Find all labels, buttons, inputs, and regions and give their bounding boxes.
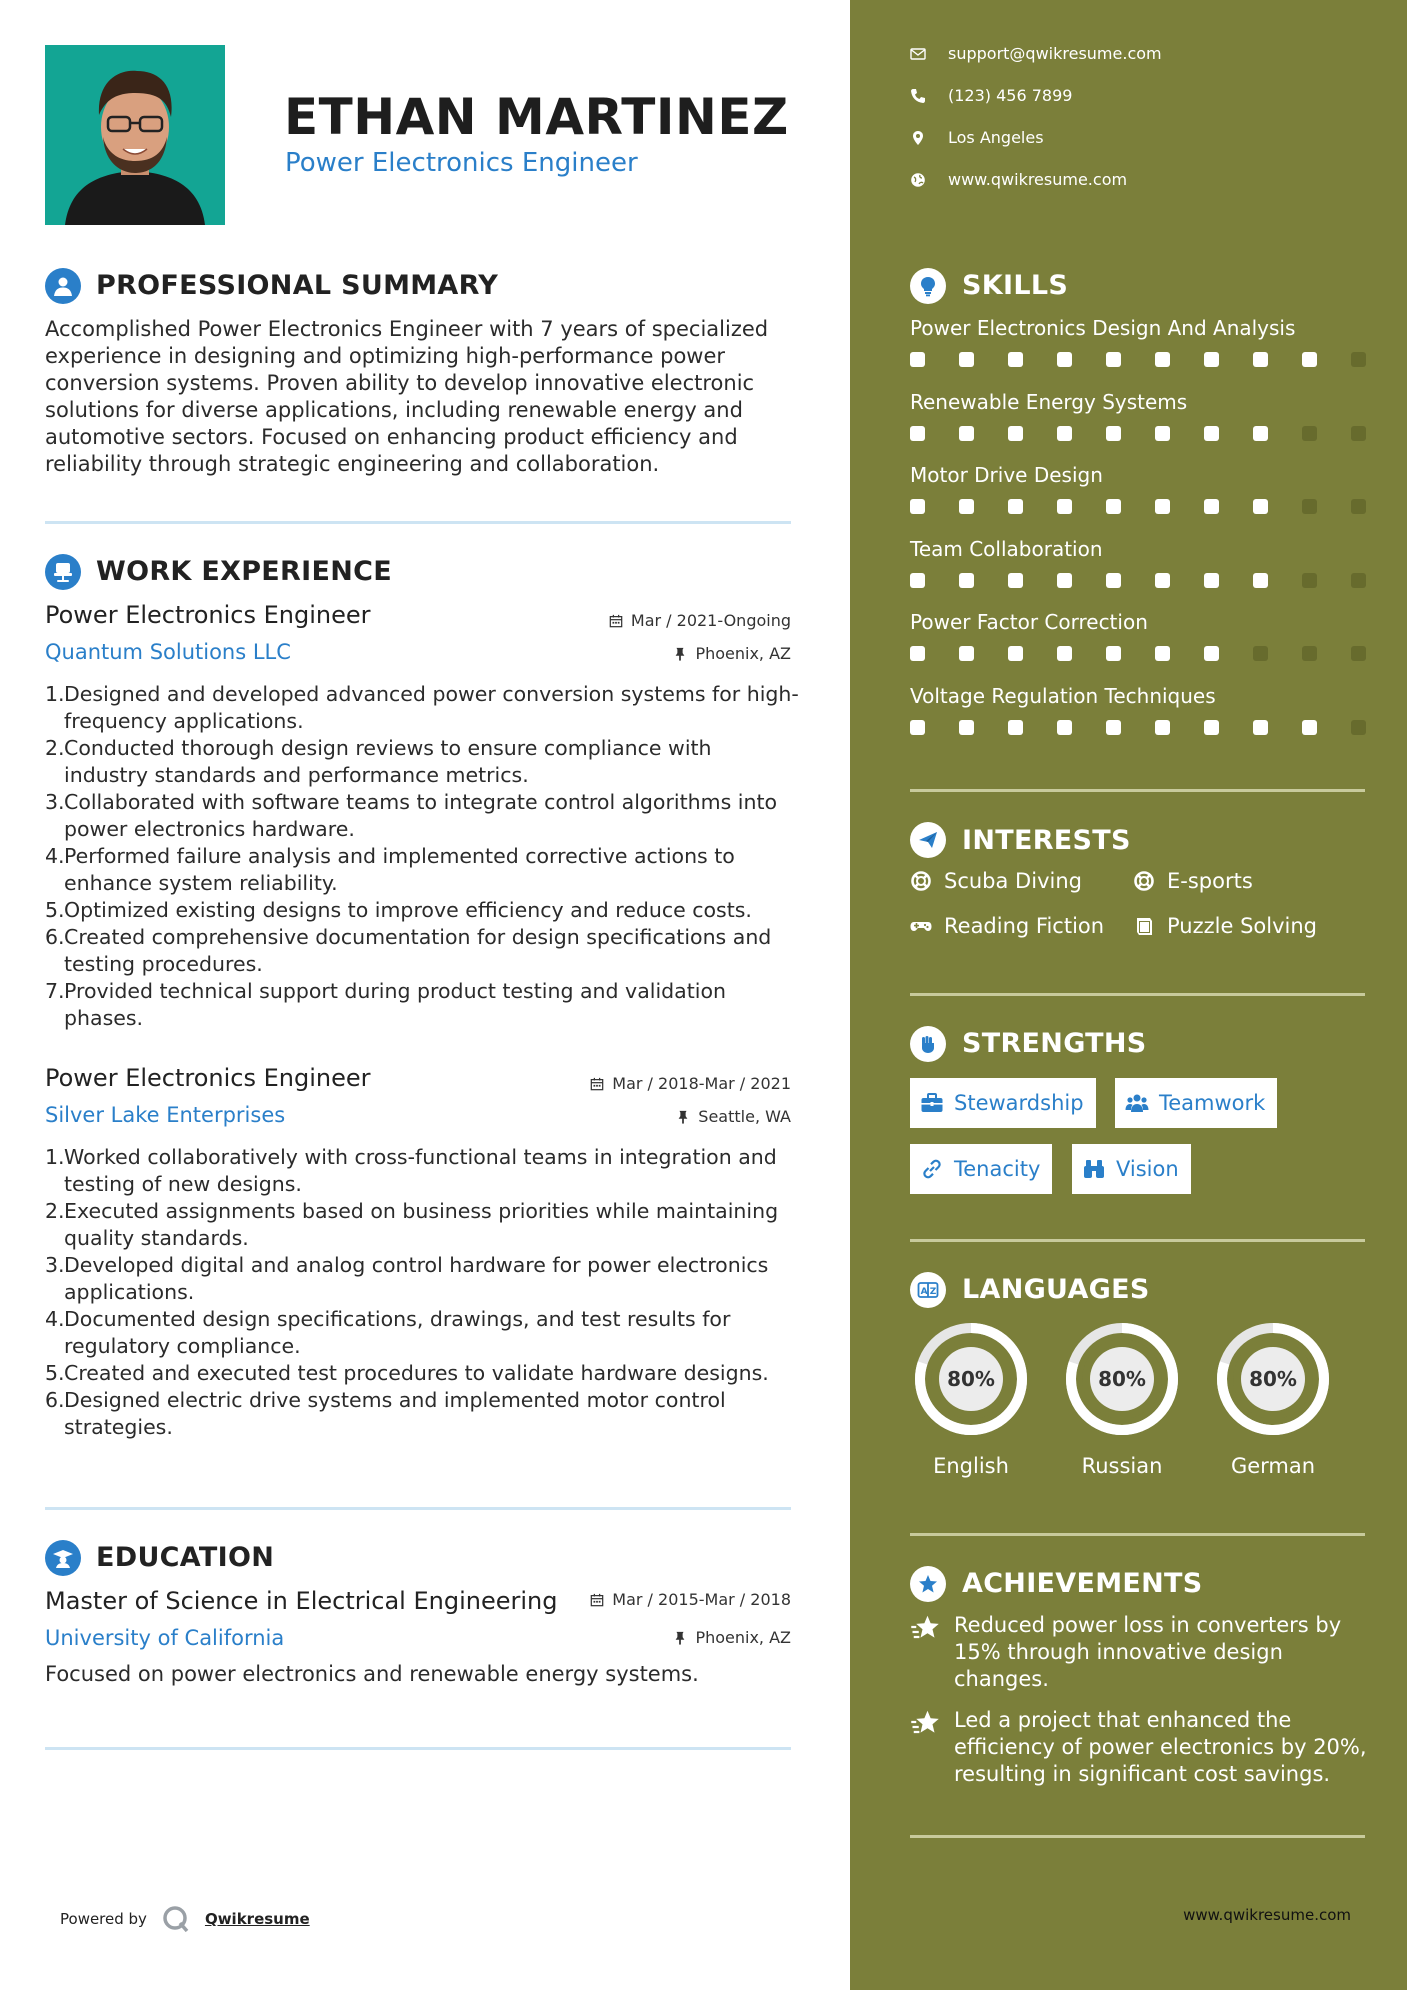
skill-dot-filled — [1008, 720, 1023, 735]
skill-name: Motor Drive Design — [910, 463, 1103, 487]
bullet-item: 5. Optimized existing designs to improve efficiency and reduce costs. — [45, 898, 752, 922]
language-progress-ring — [1061, 1318, 1183, 1440]
school-name: University of California — [45, 1626, 285, 1650]
envelope-icon — [910, 46, 926, 62]
phone-icon — [910, 88, 926, 104]
degree-title: Master of Science in Electrical Engineering — [45, 1587, 558, 1615]
summary-heading: PROFESSIONAL SUMMARY — [96, 270, 499, 301]
section-divider — [910, 789, 1365, 792]
job-bullets — [45, 681, 800, 1032]
skill-dot-filled — [1155, 499, 1170, 514]
star-icon — [910, 1612, 940, 1642]
translate-icon — [910, 1272, 946, 1308]
bullet-item: 6. Designed electric drive systems and implemented motor control strategies. — [45, 1388, 726, 1439]
education-description: Focused on power electronics and renewable energy systems. — [45, 1662, 699, 1686]
skill-dot-filled — [1253, 499, 1268, 514]
company-name: Quantum Solutions LLC — [45, 640, 291, 664]
skill-dot-filled — [1057, 499, 1072, 514]
skill-dot-empty — [1351, 352, 1366, 367]
skill-rating — [910, 426, 1400, 441]
powered-by — [60, 1904, 310, 1934]
skill-dot-filled — [1155, 352, 1170, 367]
skill-dot-filled — [1008, 426, 1023, 441]
users-icon — [1125, 1091, 1149, 1115]
profile-photo — [45, 45, 225, 225]
skill-dot-filled — [1155, 573, 1170, 588]
language-item — [1212, 1318, 1334, 1478]
interest-label: Scuba Diving — [944, 869, 1082, 893]
skill-dot-filled — [1155, 646, 1170, 661]
skill-dot-empty — [1253, 646, 1268, 661]
skill-dot-filled — [959, 499, 974, 514]
skill-dot-filled — [1106, 499, 1121, 514]
skill-dot-empty — [1302, 426, 1317, 441]
contact-location-text: Los Angeles — [948, 128, 1044, 147]
skill-dot-filled — [1106, 352, 1121, 367]
achievement-item — [910, 1707, 1370, 1788]
bullet-item: 4. Documented design specifications, drawings, and test results for regulatory compliance. — [45, 1307, 731, 1358]
bullet-item: 1. Worked collaboratively with cross-functional teams in integration and testing of new designs. — [45, 1145, 777, 1196]
education-location — [673, 1628, 791, 1647]
language-item — [1061, 1318, 1183, 1478]
link-icon — [920, 1157, 944, 1181]
language-item — [910, 1318, 1032, 1478]
skill-dot-filled — [1204, 499, 1219, 514]
contact-website-text[interactable]: www.qwikresume.com — [948, 170, 1128, 189]
skill-dot-filled — [1204, 426, 1219, 441]
contact-location — [910, 128, 1044, 147]
work-heading: WORK EXPERIENCE — [96, 556, 392, 587]
bullet-item: 5. Created and executed test procedures to validate hardware designs. — [45, 1361, 769, 1385]
language-name: German — [1230, 1454, 1316, 1478]
skill-name: Power Electronics Design And Analysis — [910, 316, 1296, 340]
bullet-item: 3. Developed digital and analog control hardware for power electronics applications. — [45, 1253, 769, 1304]
job-title: Power Electronics Engineer — [45, 601, 371, 629]
bullet-item: 7. Provided technical support during product testing and validation phases. — [45, 979, 726, 1030]
candidate-name: ETHAN MARTINEZ — [284, 88, 789, 146]
achievements-heading: ACHIEVEMENTS — [962, 1568, 1203, 1599]
section-divider — [910, 1533, 1365, 1536]
briefcase-chair-icon — [45, 554, 81, 590]
language-percent: 80% — [947, 1367, 995, 1391]
skill-dot-empty — [1302, 499, 1317, 514]
skill-dot-filled — [1106, 646, 1121, 661]
skill-dot-filled — [910, 573, 925, 588]
interest-item — [1133, 869, 1253, 893]
skill-dot-filled — [910, 720, 925, 735]
job-dates — [590, 1074, 791, 1093]
skill-dot-filled — [1008, 499, 1023, 514]
graduate-icon — [45, 1540, 81, 1576]
pin-icon — [676, 1110, 690, 1124]
skill-dot-filled — [1302, 352, 1317, 367]
svg-text:A: A — [920, 1287, 928, 1297]
contact-website — [910, 170, 1127, 189]
footer-url[interactable]: www.qwikresume.com — [1183, 1906, 1351, 1924]
company-name: Silver Lake Enterprises — [45, 1103, 286, 1127]
skill-dot-filled — [910, 426, 925, 441]
globe-icon — [910, 172, 926, 188]
bullet-item: 3. Collaborated with software teams to integrate control algorithms into power electronics hardware. — [45, 790, 778, 841]
language-percent: 80% — [1098, 1367, 1146, 1391]
job-location-text: Seattle, WA — [698, 1107, 791, 1126]
skill-dot-filled — [1106, 720, 1121, 735]
achievement-text: Reduced power loss in converters by 15% through innovative design changes. — [954, 1613, 1342, 1691]
interest-item — [1133, 914, 1317, 938]
skill-dot-filled — [959, 646, 974, 661]
job-location — [676, 1107, 791, 1126]
lifebuoy-icon — [910, 870, 932, 892]
job-dates-text: Mar / 2018-Mar / 2021 — [612, 1074, 791, 1093]
lifebuoy-icon — [1133, 870, 1155, 892]
skill-name: Power Factor Correction — [910, 610, 1148, 634]
skill-dot-filled — [1204, 352, 1219, 367]
interests-heading: INTERESTS — [962, 825, 1131, 856]
achievement-text: Led a project that enhanced the efficiency of power electronics by 20%, resulting in significant cost savings. — [954, 1708, 1367, 1786]
skill-dot-filled — [910, 352, 925, 367]
skill-dot-filled — [1253, 426, 1268, 441]
skill-dot-empty — [1351, 499, 1366, 514]
language-progress-ring — [910, 1318, 1032, 1440]
skill-dot-filled — [1253, 352, 1268, 367]
bullet-item: 2. Executed assignments based on business priorities while maintaining quality standards. — [45, 1199, 779, 1250]
skill-rating — [910, 352, 1400, 367]
section-divider — [910, 1239, 1365, 1242]
powered-by-label: Powered by — [60, 1910, 147, 1928]
skill-dot-filled — [1155, 426, 1170, 441]
star-icon — [910, 1707, 940, 1737]
strength-chip — [910, 1144, 1052, 1194]
summary-text: Accomplished Power Electronics Engineer with 7 years of specialized experience in designing and optimizing high-performance power conversion systems. Proven ability to develop innovative electronic solutions for diverse applications, including renewable energy and automotive sectors. Focused on enhancing product efficiency and reliability through strategic engineering and collaboration. — [45, 317, 769, 476]
gamepad-icon — [910, 915, 932, 937]
skill-dot-filled — [1302, 720, 1317, 735]
skill-dot-filled — [1253, 720, 1268, 735]
skill-dot-filled — [1204, 646, 1219, 661]
qwikresume-link[interactable]: Qwikresume — [204, 1910, 310, 1928]
skill-rating — [910, 573, 1400, 588]
skill-name: Voltage Regulation Techniques — [910, 683, 1216, 708]
skill-dot-filled — [910, 499, 925, 514]
languages-heading: LANGUAGES — [962, 1274, 1150, 1305]
skill-rating — [910, 646, 1400, 661]
skill-name: Team Collaboration — [910, 536, 1103, 561]
book-icon — [1133, 915, 1155, 937]
qwikresume-logo-icon — [161, 1904, 191, 1934]
education-dates — [590, 1590, 791, 1609]
skill-rating — [910, 499, 1400, 514]
skill-dot-filled — [1106, 573, 1121, 588]
strengths-heading: STRENGTHS — [962, 1028, 1147, 1059]
pin-icon — [673, 647, 687, 661]
interest-item — [910, 869, 1082, 893]
skill-dot-filled — [1057, 352, 1072, 367]
job-title: Power Electronics Engineer — [45, 1064, 371, 1092]
strength-label: Teamwork — [1159, 1091, 1266, 1115]
strength-label: Tenacity — [954, 1157, 1041, 1181]
skill-rating — [910, 720, 1400, 735]
job-location — [673, 644, 791, 663]
binoculars-icon — [1082, 1157, 1106, 1181]
skill-dot-filled — [959, 720, 974, 735]
skill-dot-filled — [1008, 352, 1023, 367]
pin-icon — [673, 1631, 687, 1645]
skill-dot-filled — [1155, 720, 1170, 735]
skill-dot-filled — [1057, 573, 1072, 588]
skill-dot-empty — [1351, 720, 1366, 735]
lightbulb-icon — [910, 268, 946, 304]
skill-dot-filled — [959, 352, 974, 367]
skill-dot-filled — [910, 646, 925, 661]
skill-name: Renewable Energy Systems — [910, 389, 1188, 414]
section-divider — [45, 1507, 791, 1510]
language-name: Russian — [1081, 1454, 1163, 1478]
language-percent: 80% — [1249, 1367, 1297, 1391]
bullet-item: 1. Designed and developed advanced power conversion systems for high-frequency applications. — [45, 682, 799, 733]
skill-dot-empty — [1302, 646, 1317, 661]
skill-dot-filled — [959, 426, 974, 441]
interest-label: E-sports — [1167, 869, 1253, 893]
strength-chip — [1115, 1078, 1277, 1128]
paper-plane-icon — [910, 822, 946, 858]
achievement-item — [910, 1612, 1370, 1693]
job-location-text: Phoenix, AZ — [695, 644, 791, 663]
bullet-item: 4. Performed failure analysis and implemented corrective actions to enhance system reliability. — [45, 844, 735, 895]
strength-chip — [1072, 1144, 1191, 1194]
contact-phone — [910, 86, 1072, 105]
skill-dot-empty — [1302, 573, 1317, 588]
skill-dot-filled — [1008, 646, 1023, 661]
contact-email-text[interactable]: support@qwikresume.com — [948, 44, 1162, 63]
strength-label: Stewardship — [954, 1091, 1084, 1115]
user-circle-icon — [45, 268, 81, 304]
candidate-role: Power Electronics Engineer — [285, 148, 638, 178]
skill-dot-filled — [1106, 426, 1121, 441]
section-divider — [910, 993, 1365, 996]
section-divider — [910, 1835, 1365, 1838]
calendar-icon — [590, 1077, 604, 1091]
fist-icon — [910, 1026, 946, 1062]
education-location-text: Phoenix, AZ — [695, 1628, 791, 1647]
skill-dot-filled — [1057, 646, 1072, 661]
education-heading: EDUCATION — [96, 1542, 275, 1573]
skill-dot-filled — [959, 573, 974, 588]
interest-label: Puzzle Solving — [1167, 914, 1317, 938]
skill-dot-filled — [1057, 426, 1072, 441]
section-divider — [45, 521, 791, 524]
briefcase-icon — [920, 1091, 944, 1115]
language-progress-ring — [1212, 1318, 1334, 1440]
section-divider — [45, 1747, 791, 1750]
skill-dot-filled — [1008, 573, 1023, 588]
contact-email — [910, 44, 1162, 63]
skills-heading: SKILLS — [962, 270, 1069, 301]
education-dates-text: Mar / 2015-Mar / 2018 — [612, 1590, 791, 1609]
language-name: English — [933, 1454, 1009, 1478]
skill-dot-empty — [1351, 646, 1366, 661]
svg-text:Z: Z — [929, 1287, 937, 1297]
bullet-item: 6. Created comprehensive documentation for design specifications and testing procedures. — [45, 925, 772, 976]
interest-item — [910, 914, 1104, 938]
job-dates-text: Mar / 2021-Ongoing — [630, 611, 791, 630]
skill-dot-empty — [1351, 573, 1366, 588]
calendar-icon — [590, 1593, 604, 1607]
skill-dot-filled — [1253, 573, 1268, 588]
job-bullets — [45, 1144, 800, 1441]
skill-dot-filled — [1057, 720, 1072, 735]
sidebar — [850, 0, 1407, 1990]
contact-phone-text: (123) 456 7899 — [948, 86, 1073, 105]
interest-label: Reading Fiction — [944, 914, 1105, 938]
calendar-icon — [609, 614, 623, 628]
job-dates — [609, 611, 791, 630]
star-badge-icon — [910, 1566, 946, 1602]
strength-chip — [910, 1078, 1096, 1128]
skill-dot-filled — [1204, 573, 1219, 588]
map-marker-icon — [910, 130, 926, 146]
strength-label: Vision — [1116, 1157, 1179, 1181]
skill-dot-empty — [1351, 426, 1366, 441]
skill-dot-filled — [1204, 720, 1219, 735]
bullet-item: 2. Conducted thorough design reviews to ensure compliance with industry standards and performance metrics. — [45, 736, 712, 787]
